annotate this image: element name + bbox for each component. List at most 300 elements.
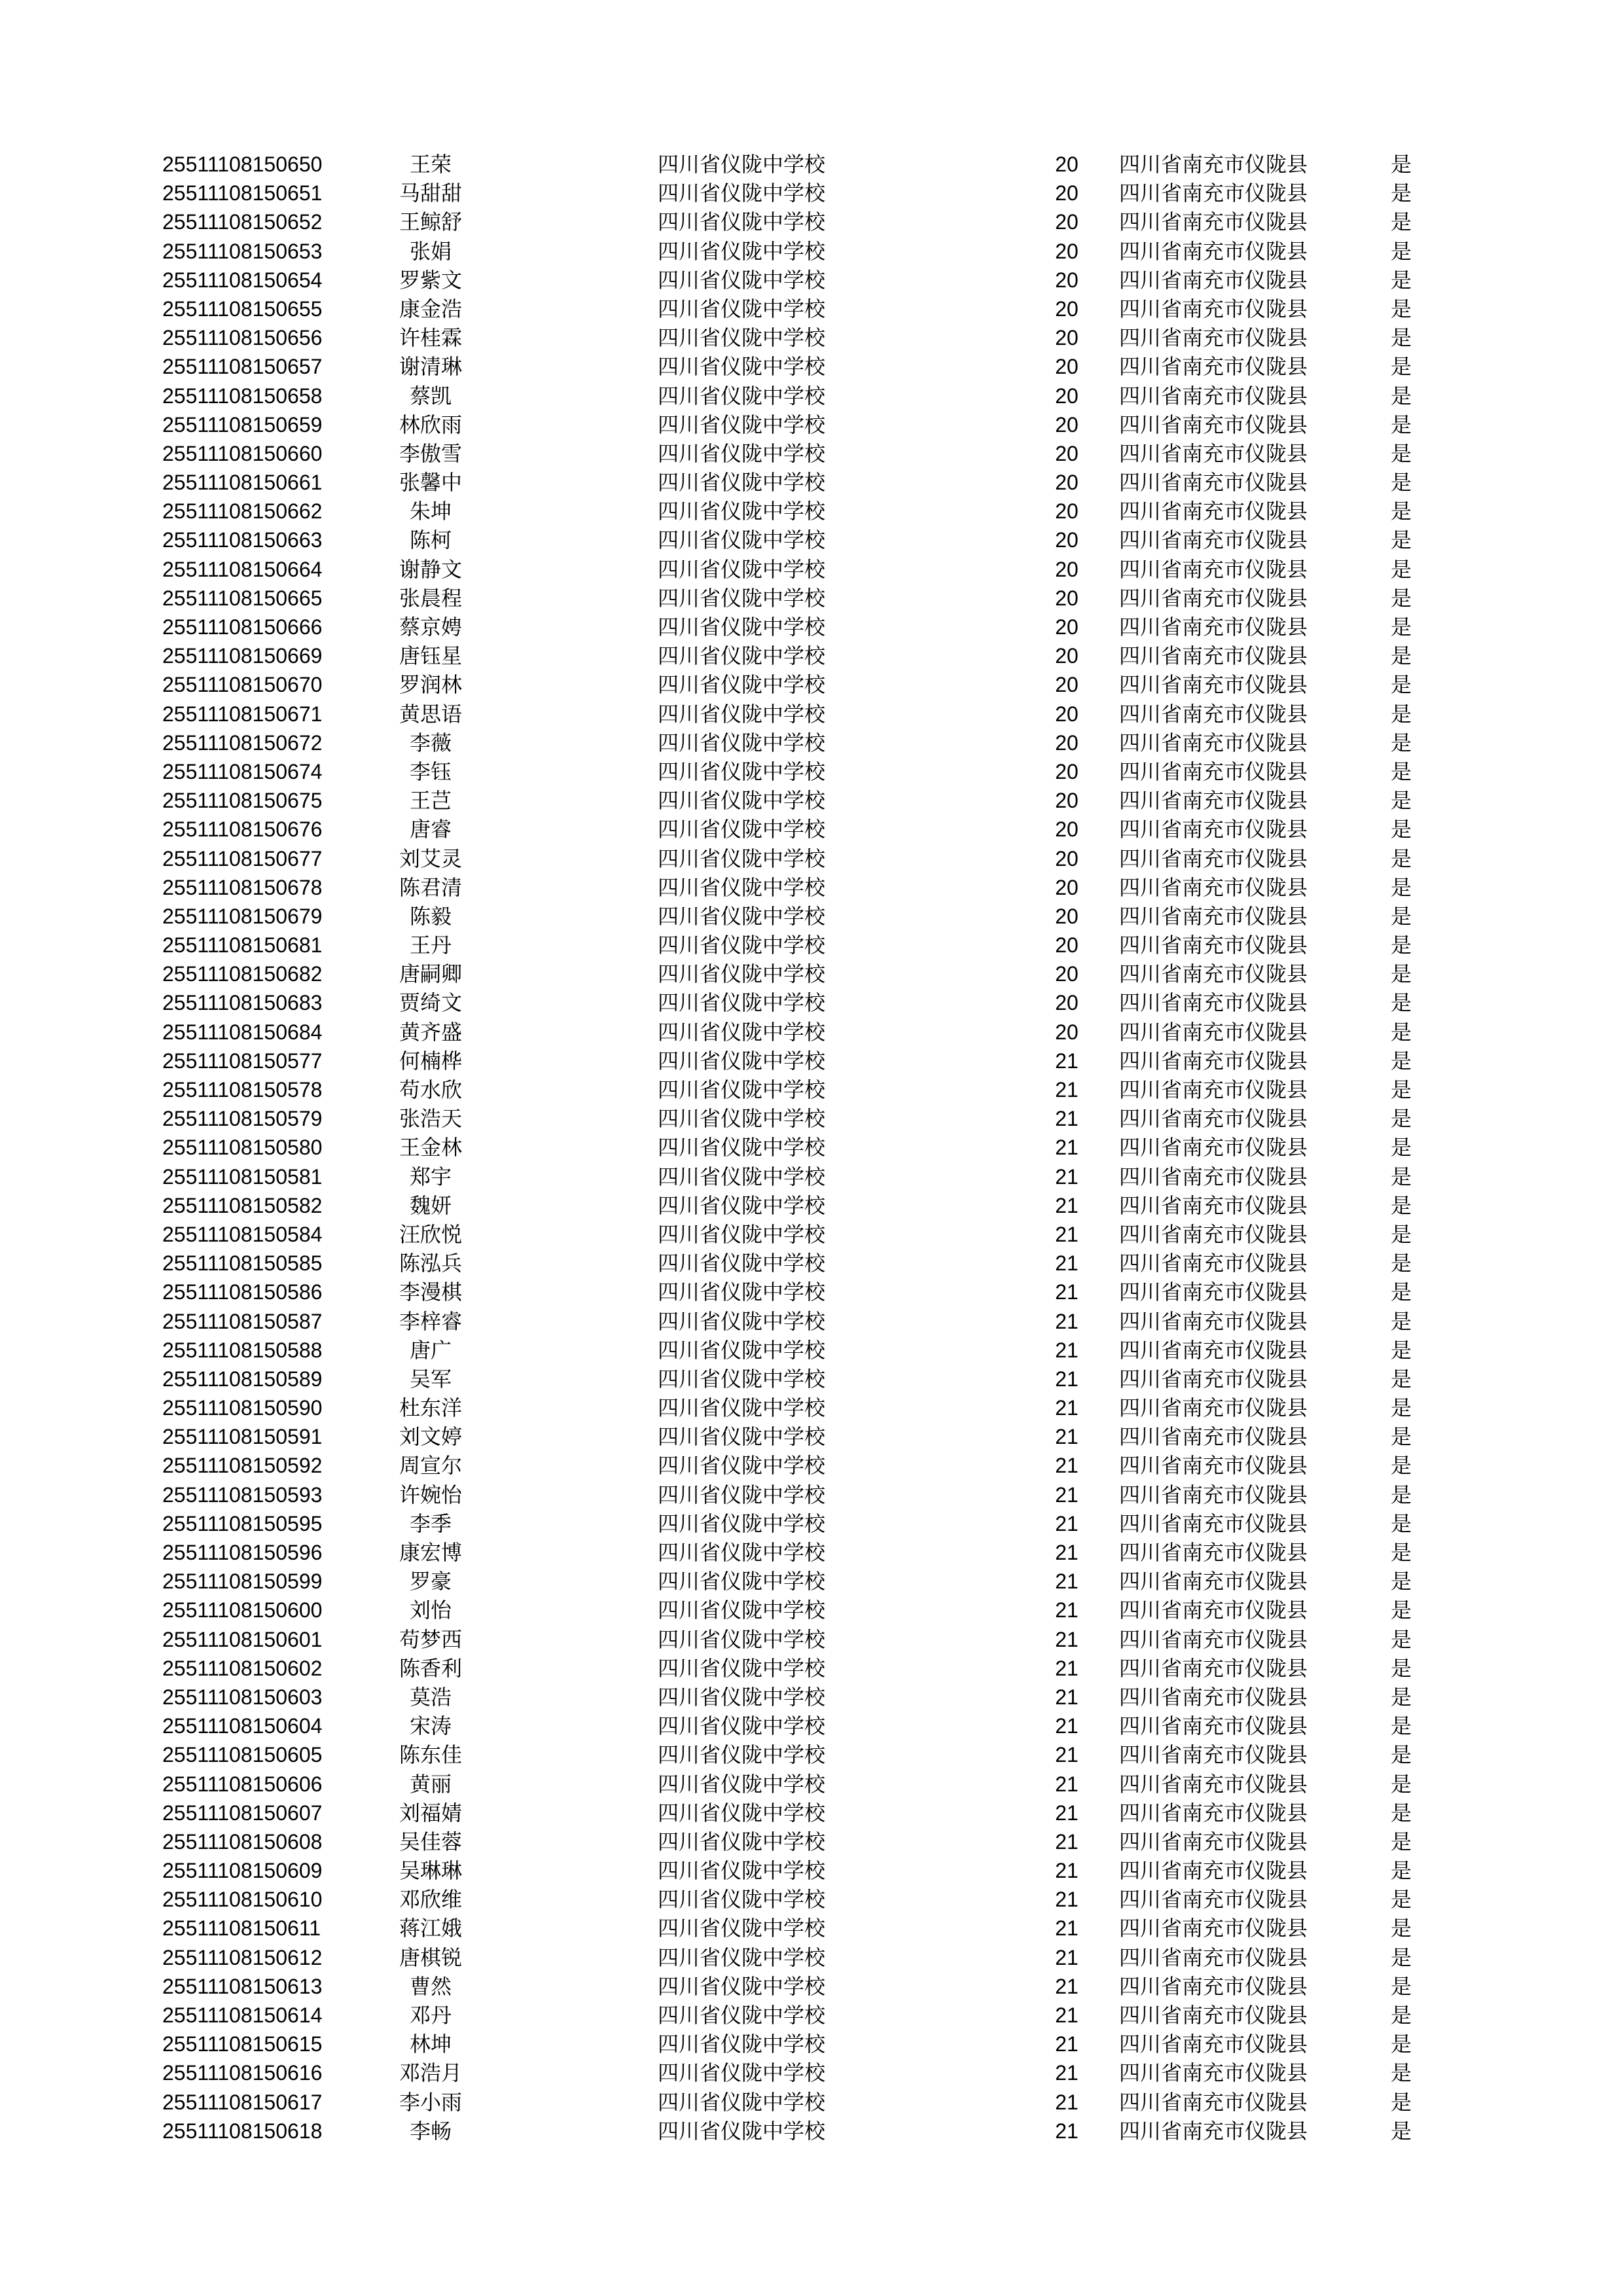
class-number: 21: [1055, 1309, 1079, 1333]
school-name: 四川省仪陇中学校: [658, 1193, 826, 1218]
region-name: 四川省南充市仪陇县: [1119, 874, 1308, 900]
table-row: [0, 2117, 1623, 2145]
class-number: 21: [1055, 1396, 1079, 1420]
school-name: 四川省仪陇中学校: [658, 2060, 826, 2086]
class-number: 21: [1055, 1888, 1079, 1912]
status-flag: 是: [1391, 1540, 1412, 1565]
status-flag: 是: [1391, 1164, 1412, 1189]
status-flag: 是: [1391, 990, 1412, 1016]
class-number: 21: [1055, 1945, 1079, 1969]
school-name: 四川省仪陇中学校: [658, 817, 826, 842]
school-name: 四川省仪陇中学校: [658, 1569, 826, 1594]
school-name: 四川省仪陇中学校: [658, 1106, 826, 1132]
student-name: 王丹: [409, 933, 452, 958]
region-name: 四川省南充市仪陇县: [1119, 1366, 1308, 1391]
school-name: 四川省仪陇中学校: [658, 1684, 826, 1710]
status-flag: 是: [1391, 2089, 1412, 2115]
status-flag: 是: [1391, 1395, 1412, 1421]
table-row: [0, 468, 1623, 497]
table-row: [0, 1336, 1623, 1365]
class-number: 21: [1055, 1714, 1079, 1738]
region-name: 四川省南充市仪陇县: [1119, 1077, 1308, 1102]
table-row: [0, 1509, 1623, 1538]
student-name: 王鲸舒: [399, 209, 462, 235]
region-name: 四川省南充市仪陇县: [1119, 2003, 1308, 2028]
student-name: 陈毅: [409, 903, 452, 929]
student-name: 邓欣维: [399, 1887, 462, 1912]
school-name: 四川省仪陇中学校: [658, 672, 826, 698]
student-name: 林欣雨: [399, 412, 462, 437]
student-id: 25511108150664: [162, 557, 323, 581]
student-name: 张浩天: [399, 1106, 462, 1132]
school-name: 四川省仪陇中学校: [658, 1829, 826, 1854]
status-flag: 是: [1391, 1598, 1412, 1623]
student-name: 何楠桦: [399, 1048, 462, 1073]
student-name: 刘艾灵: [399, 846, 462, 871]
table-row: [0, 1480, 1623, 1509]
region-name: 四川省南充市仪陇县: [1119, 470, 1308, 495]
school-name: 四川省仪陇中学校: [658, 701, 826, 726]
student-name: 李畅: [409, 2118, 452, 2144]
school-name: 四川省仪陇中学校: [658, 556, 826, 582]
class-number: 20: [1055, 846, 1079, 870]
status-flag: 是: [1391, 1280, 1412, 1305]
student-id: 25511108150663: [162, 528, 323, 552]
student-name: 王荣: [409, 152, 452, 177]
table-row: [0, 1712, 1623, 1740]
student-name: 刘文婷: [399, 1424, 462, 1450]
region-name: 四川省南充市仪陇县: [1119, 528, 1308, 553]
school-name: 四川省仪陇中学校: [658, 1916, 826, 1941]
table-row: [0, 1104, 1623, 1133]
student-id: 25511108150660: [162, 441, 323, 465]
table-row: [0, 295, 1623, 323]
status-flag: 是: [1391, 470, 1412, 495]
region-name: 四川省南充市仪陇县: [1119, 817, 1308, 842]
student-id: 25511108150661: [162, 471, 323, 495]
status-flag: 是: [1391, 615, 1412, 639]
student-name: 蔡京娉: [399, 615, 462, 639]
student-id: 25511108150670: [162, 673, 323, 697]
student-name: 唐睿: [409, 817, 452, 842]
table-row: [0, 382, 1623, 410]
student-name: 汪欣悦: [399, 1221, 462, 1247]
table-row: [0, 1885, 1623, 1914]
student-id: 25511108150615: [162, 2032, 323, 2056]
table-row: [0, 902, 1623, 931]
school-name: 四川省仪陇中学校: [658, 1221, 826, 1247]
region-name: 四川省南充市仪陇县: [1119, 903, 1308, 929]
table-row: [0, 237, 1623, 266]
student-name: 邓浩月: [399, 2060, 462, 2086]
student-id: 25511108150579: [162, 1107, 323, 1131]
student-id: 25511108150675: [162, 789, 323, 813]
region-name: 四川省南充市仪陇县: [1119, 383, 1308, 408]
student-id: 25511108150611: [162, 1916, 321, 1941]
student-name: 王芑: [409, 788, 452, 814]
table-row: [0, 1191, 1623, 1220]
table-row: [0, 1278, 1623, 1306]
student-id: 25511108150682: [162, 962, 323, 986]
status-flag: 是: [1391, 181, 1412, 206]
status-flag: 是: [1391, 788, 1412, 814]
student-name: 郑宇: [409, 1164, 452, 1189]
school-name: 四川省仪陇中学校: [658, 412, 826, 437]
student-id: 25511108150577: [162, 1049, 323, 1073]
table-row: [0, 1538, 1623, 1567]
student-name: 陈香利: [399, 1655, 462, 1681]
class-number: 20: [1055, 789, 1079, 813]
student-name: 马甜甜: [399, 181, 462, 206]
class-number: 21: [1055, 2032, 1079, 2056]
class-number: 20: [1055, 326, 1079, 350]
school-name: 四川省仪陇中学校: [658, 1366, 826, 1391]
class-number: 20: [1055, 296, 1079, 321]
class-number: 20: [1055, 962, 1079, 986]
status-flag: 是: [1391, 1453, 1412, 1479]
region-name: 四川省南充市仪陇县: [1119, 2089, 1308, 2115]
status-flag: 是: [1391, 1106, 1412, 1132]
student-id: 25511108150676: [162, 817, 323, 842]
class-number: 21: [1055, 1136, 1079, 1160]
region-name: 四川省南充市仪陇县: [1119, 1800, 1308, 1825]
school-name: 四川省仪陇中学校: [658, 354, 826, 380]
region-name: 四川省南充市仪陇县: [1119, 759, 1308, 784]
table-row: [0, 613, 1623, 641]
region-name: 四川省南充市仪陇县: [1119, 846, 1308, 871]
class-number: 21: [1055, 1280, 1079, 1304]
table-row: [0, 1683, 1623, 1712]
region-name: 四川省南充市仪陇县: [1119, 1337, 1308, 1363]
student-name: 莫浩: [409, 1684, 452, 1710]
table-row: [0, 1914, 1623, 1943]
school-name: 四川省仪陇中学校: [658, 1395, 826, 1421]
region-name: 四川省南充市仪陇县: [1119, 556, 1308, 582]
table-row: [0, 988, 1623, 1017]
region-name: 四川省南充市仪陇县: [1119, 354, 1308, 380]
class-number: 20: [1055, 817, 1079, 842]
class-number: 21: [1055, 1627, 1079, 1651]
class-number: 21: [1055, 1425, 1079, 1449]
table-row: [0, 1220, 1623, 1249]
student-name: 苟水欣: [399, 1077, 462, 1102]
region-name: 四川省南充市仪陇县: [1119, 209, 1308, 235]
region-name: 四川省南充市仪陇县: [1119, 1280, 1308, 1305]
region-name: 四川省南充市仪陇县: [1119, 615, 1308, 639]
class-number: 20: [1055, 355, 1079, 379]
school-name: 四川省仪陇中学校: [658, 1424, 826, 1450]
table-row: [0, 555, 1623, 584]
class-number: 21: [1055, 1251, 1079, 1276]
student-name: 李钰: [409, 759, 452, 784]
student-name: 陈东佳: [399, 1742, 462, 1768]
status-flag: 是: [1391, 1800, 1412, 1825]
class-number: 21: [1055, 1482, 1079, 1507]
school-name: 四川省仪陇中学校: [658, 933, 826, 958]
student-name: 杜东洋: [399, 1395, 462, 1421]
status-flag: 是: [1391, 1337, 1412, 1363]
status-flag: 是: [1391, 1742, 1412, 1768]
table-row: [0, 1567, 1623, 1596]
status-flag: 是: [1391, 1221, 1412, 1247]
student-id: 25511108150666: [162, 615, 323, 639]
region-name: 四川省南充市仪陇县: [1119, 1916, 1308, 1941]
region-name: 四川省南充市仪陇县: [1119, 1540, 1308, 1565]
table-row: [0, 150, 1623, 179]
class-number: 21: [1055, 1511, 1079, 1535]
student-id: 25511108150602: [162, 1656, 323, 1680]
student-name: 李漫棋: [399, 1280, 462, 1305]
table-row: [0, 1740, 1623, 1769]
table-row: [0, 2088, 1623, 2117]
student-id: 25511108150604: [162, 1714, 323, 1738]
region-name: 四川省南充市仪陇县: [1119, 1251, 1308, 1276]
student-id: 25511108150614: [162, 2003, 323, 2027]
school-name: 四川省仪陇中学校: [658, 152, 826, 177]
student-id: 25511108150585: [162, 1251, 323, 1276]
table-row: [0, 700, 1623, 728]
class-number: 21: [1055, 1367, 1079, 1391]
student-name: 张娟: [409, 238, 452, 264]
student-id: 25511108150684: [162, 1020, 323, 1044]
region-name: 四川省南充市仪陇县: [1119, 585, 1308, 611]
class-number: 20: [1055, 528, 1079, 552]
region-name: 四川省南充市仪陇县: [1119, 1684, 1308, 1710]
student-id: 25511108150672: [162, 730, 323, 755]
region-name: 四川省南充市仪陇县: [1119, 1424, 1308, 1450]
table-row: [0, 352, 1623, 381]
region-name: 四川省南充市仪陇县: [1119, 267, 1308, 293]
student-name: 刘福婧: [399, 1800, 462, 1825]
region-name: 四川省南充市仪陇县: [1119, 1482, 1308, 1507]
class-number: 20: [1055, 384, 1079, 408]
status-flag: 是: [1391, 1829, 1412, 1854]
table-row: [0, 1422, 1623, 1451]
table-row: [0, 757, 1623, 786]
region-name: 四川省南充市仪陇县: [1119, 1887, 1308, 1912]
table-row: [0, 1249, 1623, 1278]
class-number: 21: [1055, 1107, 1079, 1131]
student-id: 25511108150659: [162, 412, 323, 437]
region-name: 四川省南充市仪陇县: [1119, 499, 1308, 524]
table-row: [0, 931, 1623, 960]
student-name: 邓丹: [409, 2003, 452, 2028]
student-name: 贾绮文: [399, 990, 462, 1016]
student-name: 黄丽: [409, 1771, 452, 1797]
status-flag: 是: [1391, 903, 1412, 929]
table-row: [0, 1799, 1623, 1827]
student-name: 曹然: [409, 1973, 452, 1999]
student-id: 25511108150618: [162, 2119, 323, 2143]
class-number: 20: [1055, 441, 1079, 465]
status-flag: 是: [1391, 325, 1412, 351]
student-name: 蒋江娥: [399, 1916, 462, 1941]
student-id: 25511108150596: [162, 1541, 323, 1564]
student-id: 25511108150600: [162, 1598, 323, 1623]
school-name: 四川省仪陇中学校: [658, 1800, 826, 1825]
school-name: 四川省仪陇中学校: [658, 1019, 826, 1045]
school-name: 四川省仪陇中学校: [658, 2003, 826, 2028]
school-name: 四川省仪陇中学校: [658, 1048, 826, 1073]
student-name: 李小雨: [399, 2089, 462, 2115]
status-flag: 是: [1391, 1655, 1412, 1681]
table-row: [0, 1365, 1623, 1393]
region-name: 四川省南充市仪陇县: [1119, 1973, 1308, 1999]
status-flag: 是: [1391, 354, 1412, 380]
student-id: 25511108150589: [162, 1367, 323, 1391]
class-number: 21: [1055, 1685, 1079, 1709]
status-flag: 是: [1391, 209, 1412, 235]
status-flag: 是: [1391, 1077, 1412, 1102]
status-flag: 是: [1391, 556, 1412, 582]
student-name: 黄思语: [399, 701, 462, 726]
student-name: 李傲雪: [399, 440, 462, 466]
table-row: [0, 728, 1623, 757]
region-name: 四川省南充市仪陇县: [1119, 1221, 1308, 1247]
table-row: [0, 179, 1623, 207]
student-id: 25511108150665: [162, 586, 323, 610]
table-row: [0, 584, 1623, 613]
class-number: 20: [1055, 759, 1079, 783]
region-name: 四川省南充市仪陇县: [1119, 1106, 1308, 1132]
table-row: [0, 641, 1623, 670]
school-name: 四川省仪陇中学校: [658, 1945, 826, 1970]
class-number: 21: [1055, 1193, 1079, 1217]
class-number: 20: [1055, 673, 1079, 697]
status-flag: 是: [1391, 1366, 1412, 1391]
school-name: 四川省仪陇中学校: [658, 2032, 826, 2057]
student-name: 苟梦西: [399, 1626, 462, 1652]
status-flag: 是: [1391, 1193, 1412, 1218]
class-number: 21: [1055, 1743, 1079, 1767]
region-name: 四川省南充市仪陇县: [1119, 990, 1308, 1016]
student-id: 25511108150599: [162, 1570, 323, 1594]
student-name: 张晨程: [399, 585, 462, 611]
table-row: [0, 1770, 1623, 1799]
region-name: 四川省南充市仪陇县: [1119, 1945, 1308, 1970]
class-number: 20: [1055, 181, 1079, 206]
table-row: [0, 1596, 1623, 1624]
region-name: 四川省南充市仪陇县: [1119, 152, 1308, 177]
school-name: 四川省仪陇中学校: [658, 643, 826, 669]
status-flag: 是: [1391, 817, 1412, 842]
school-name: 四川省仪陇中学校: [658, 730, 826, 755]
school-name: 四川省仪陇中学校: [658, 1713, 826, 1739]
school-name: 四川省仪陇中学校: [658, 1453, 826, 1479]
student-name: 唐棋锐: [399, 1945, 462, 1970]
region-name: 四川省南充市仪陇县: [1119, 643, 1308, 669]
student-id: 25511108150662: [162, 499, 323, 524]
status-flag: 是: [1391, 643, 1412, 669]
status-flag: 是: [1391, 2003, 1412, 2028]
status-flag: 是: [1391, 1973, 1412, 1999]
table-row: [0, 266, 1623, 295]
region-name: 四川省南充市仪陇县: [1119, 2118, 1308, 2144]
region-name: 四川省南充市仪陇县: [1119, 1164, 1308, 1189]
student-id: 25511108150650: [162, 152, 323, 176]
class-number: 20: [1055, 1020, 1079, 1044]
region-name: 四川省南充市仪陇县: [1119, 961, 1308, 987]
class-number: 21: [1055, 2061, 1079, 2085]
status-flag: 是: [1391, 412, 1412, 437]
student-id: 25511108150584: [162, 1222, 323, 1246]
status-flag: 是: [1391, 1916, 1412, 1941]
class-number: 21: [1055, 1859, 1079, 1883]
class-number: 20: [1055, 730, 1079, 755]
table-row: [0, 1075, 1623, 1104]
region-name: 四川省南充市仪陇县: [1119, 1829, 1308, 1854]
student-name: 谢静文: [399, 556, 462, 582]
region-name: 四川省南充市仪陇县: [1119, 238, 1308, 264]
region-name: 四川省南充市仪陇县: [1119, 933, 1308, 958]
student-name: 黄齐盛: [399, 1019, 462, 1045]
student-name: 周宣尔: [399, 1453, 462, 1479]
student-name: 魏妍: [409, 1193, 452, 1218]
school-name: 四川省仪陇中学校: [658, 788, 826, 814]
class-number: 20: [1055, 586, 1079, 610]
student-name: 陈泓兵: [399, 1251, 462, 1276]
region-name: 四川省南充市仪陇县: [1119, 440, 1308, 466]
school-name: 四川省仪陇中学校: [658, 990, 826, 1016]
school-name: 四川省仪陇中学校: [658, 1511, 826, 1536]
class-number: 20: [1055, 210, 1079, 234]
region-name: 四川省南充市仪陇县: [1119, 1858, 1308, 1884]
region-name: 四川省南充市仪陇县: [1119, 412, 1308, 437]
student-list: [0, 150, 1623, 2145]
student-id: 25511108150658: [162, 384, 323, 408]
student-id: 25511108150656: [162, 326, 323, 350]
student-name: 吴军: [409, 1366, 452, 1391]
class-number: 21: [1055, 1916, 1079, 1941]
student-id: 25511108150580: [162, 1136, 323, 1160]
table-row: [0, 670, 1623, 699]
table-row: [0, 1018, 1623, 1047]
status-flag: 是: [1391, 499, 1412, 524]
status-flag: 是: [1391, 1251, 1412, 1276]
student-id: 25511108150677: [162, 846, 323, 870]
school-name: 四川省仪陇中学校: [658, 238, 826, 264]
status-flag: 是: [1391, 1048, 1412, 1073]
table-row: [0, 2058, 1623, 2087]
table-row: [0, 960, 1623, 988]
region-name: 四川省南充市仪陇县: [1119, 788, 1308, 814]
status-flag: 是: [1391, 2032, 1412, 2057]
student-id: 25511108150654: [162, 268, 323, 292]
student-id: 25511108150616: [162, 2061, 323, 2085]
student-name: 康金浩: [399, 296, 462, 321]
student-id: 25511108150683: [162, 991, 323, 1015]
student-name: 吴佳蓉: [399, 1829, 462, 1854]
class-number: 20: [1055, 702, 1079, 726]
student-id: 25511108150653: [162, 239, 323, 263]
student-id: 25511108150606: [162, 1772, 323, 1796]
class-number: 21: [1055, 1829, 1079, 1854]
status-flag: 是: [1391, 730, 1412, 755]
student-id: 25511108150612: [162, 1945, 323, 1969]
student-id: 25511108150678: [162, 875, 323, 899]
student-id: 25511108150617: [162, 2090, 323, 2114]
class-number: 20: [1055, 933, 1079, 958]
student-name: 谢清琳: [399, 354, 462, 380]
region-name: 四川省南充市仪陇县: [1119, 1395, 1308, 1421]
class-number: 20: [1055, 412, 1079, 437]
school-name: 四川省仪陇中学校: [658, 499, 826, 524]
status-flag: 是: [1391, 1684, 1412, 1710]
student-id: 25511108150607: [162, 1801, 323, 1825]
school-name: 四川省仪陇中学校: [658, 1973, 826, 1999]
table-row: [0, 410, 1623, 439]
class-number: 20: [1055, 644, 1079, 668]
